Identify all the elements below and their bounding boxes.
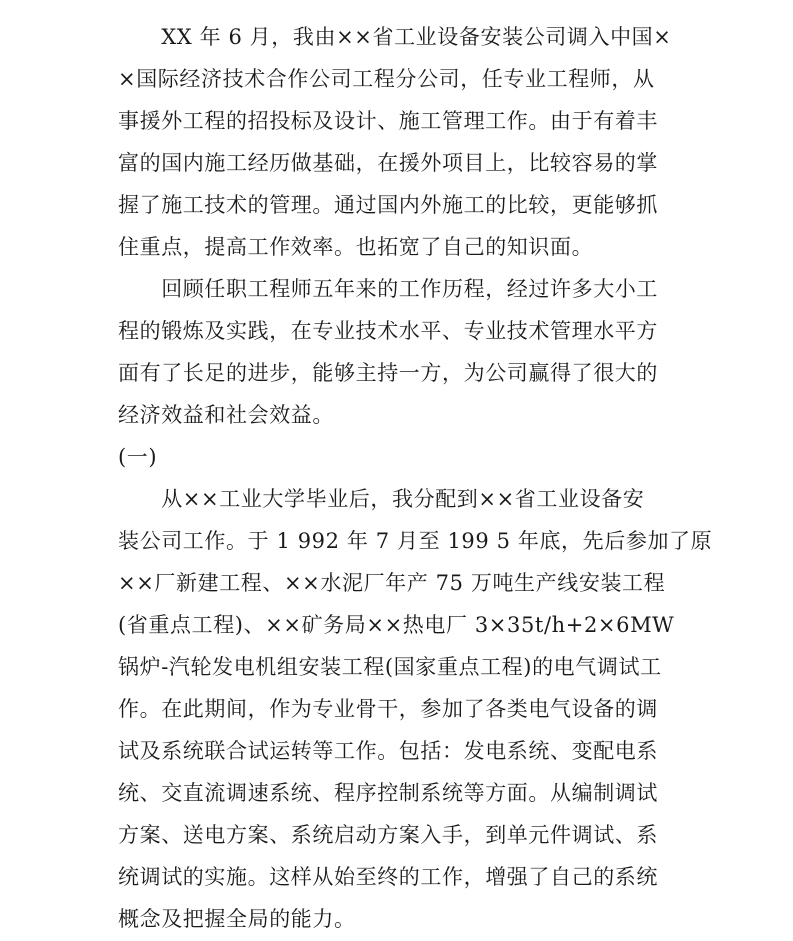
text-line: 作。在此期间，作为专业骨干，参加了各类电气设备的调	[118, 697, 658, 721]
text-line: 面有了长足的进步，能够主持一方，为公司赢得了很大的	[118, 361, 658, 385]
paragraph-review	[118, 268, 678, 436]
text-line: 概念及把握全局的能力。	[118, 907, 356, 931]
paragraph-transfer	[118, 16, 678, 268]
document-body	[118, 0, 713, 940]
text-line: XX 年 6 月，我由××省工业设备安装公司调入中国×	[118, 25, 672, 49]
text-line: 事援外工程的招投标及设计、施工管理工作。由于有着丰	[118, 109, 658, 133]
text-line: 锅炉-汽轮发电机组安装工程(国家重点工程)的电气调试工	[118, 655, 662, 679]
text-line: ××厂新建工程、××水泥厂年产 75 万吨生产线安装工程	[118, 571, 666, 595]
text-line: 从××工业大学毕业后，我分配到××省工业设备安	[118, 487, 645, 511]
text-line: 富的国内施工经历做基础，在援外项目上，比较容易的掌	[118, 151, 658, 175]
text-line: 经济效益和社会效益。	[118, 403, 334, 427]
text-line: 程的锻炼及实践，在专业技术水平、专业技术管理水平方	[118, 319, 658, 343]
text-line: 装公司工作。于 1 992 年 7 月至 199 5 年底，先后参加了原	[118, 529, 713, 553]
text-line: 住重点，提高工作效率。也拓宽了自己的知识面。	[118, 235, 594, 259]
text-line: (省重点工程)、××矿务局××热电厂 3×35t/h+2×6MW	[118, 613, 675, 637]
text-line: ×国际经济技术合作公司工程分公司，任专业工程师，从	[118, 67, 655, 91]
top-margin	[118, 0, 678, 16]
text-line: 统、交直流调速系统、程序控制系统等方面。从编制调试	[118, 781, 658, 805]
section-heading: (一)	[118, 445, 158, 469]
text-line: 回顾任职工程师五年来的工作历程，经过许多大小工	[118, 277, 658, 301]
text-line: 握了施工技术的管理。通过国内外施工的比较，更能够抓	[118, 193, 658, 217]
text-line: 统调试的实施。这样从始至终的工作，增强了自己的系统	[118, 865, 658, 889]
text-line: 方案、送电方案、系统启动方案入手，到单元件调试、系	[118, 823, 658, 847]
paragraph-experience	[118, 478, 713, 940]
text-line: 试及系统联合试运转等工作。包括：发电系统、变配电系	[118, 739, 658, 763]
